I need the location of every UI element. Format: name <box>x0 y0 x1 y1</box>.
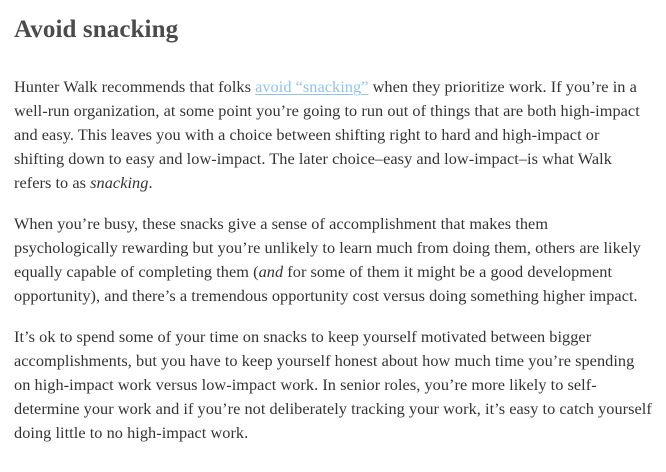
paragraph-2-intro: When you’re busy, these snacks give a sense of accomplishment that makes them psychologically rewarding but you’re unlikely to learn much from doing them, others are likely equally capable of completing them ( <box>14 214 641 281</box>
paragraph-1 <box>14 75 652 195</box>
paragraph-2 <box>14 212 652 308</box>
snacking-emphasis: snacking <box>90 173 149 192</box>
paragraph-3: It’s ok to spend some of your time on snacks to keep yourself motivated between bigger accomplishments, but you have to keep yourself honest about how much time you’re spending on high-impact work versus low-impact work. In senior roles, you’re more likely to self-determine your work and if you’re not deliberately tracking your work, it’s easy to catch yourself doing little to no high-impact work. <box>14 327 652 442</box>
paragraph-1-end: . <box>148 173 153 192</box>
avoid-snacking-link[interactable]: avoid “snacking” <box>255 77 369 96</box>
section-title: Avoid snacking <box>14 16 179 43</box>
paragraph-1-body: when they prioritize work. If you’re in a well-run organization, at some point you’re going to run out of things that are both high-impact and easy. This leaves you with a choice between shifting right to hard and high-impact or shifting down to easy and low-impact. The later choice–easy and low-impact–is what Walk refers to as <box>14 77 640 192</box>
paragraph-1-intro: Hunter Walk recommends that folks <box>14 77 256 96</box>
and-emphasis: and <box>258 262 284 281</box>
paragraph-2-end: for some of them it might be a good development opportunity), and there’s a tremendous opportunity cost versus doing something higher impact. <box>14 262 638 305</box>
